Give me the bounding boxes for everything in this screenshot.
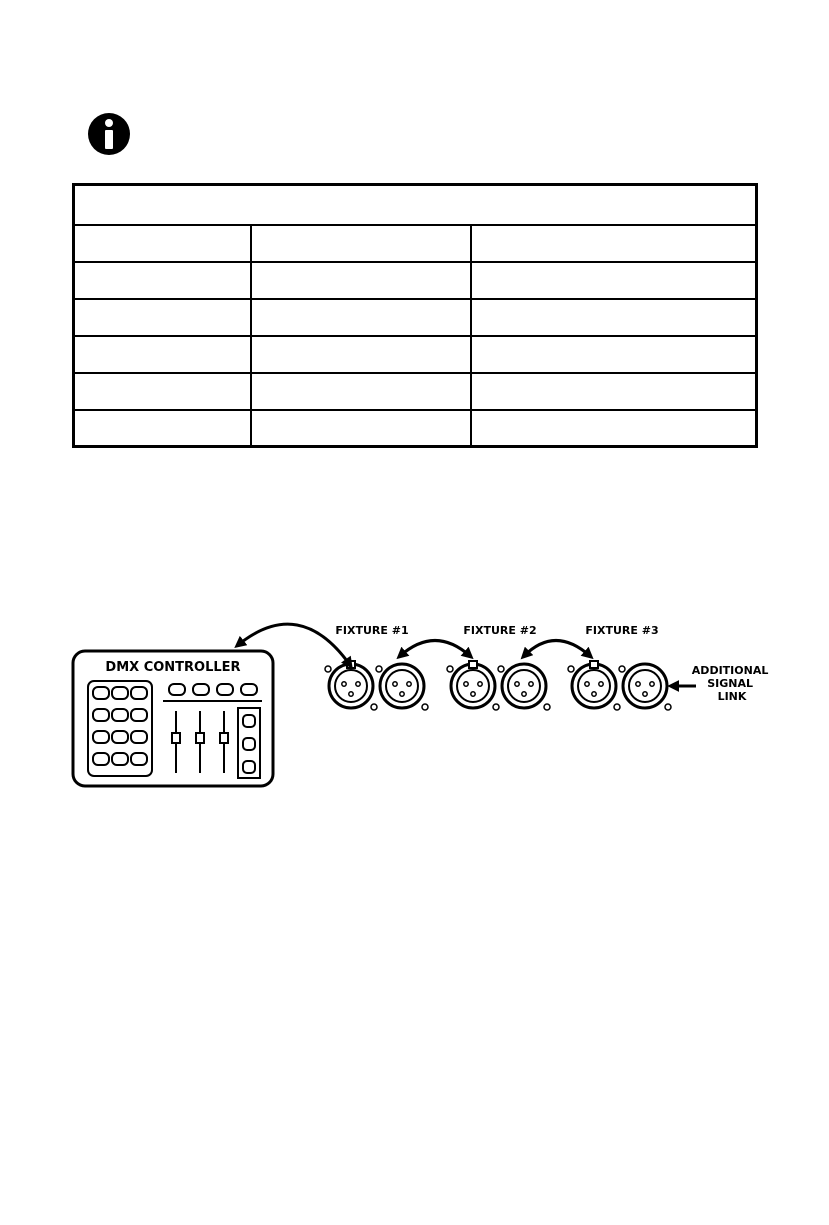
additional-line-1: ADDITIONAL	[691, 664, 769, 677]
table-row	[74, 373, 757, 410]
table-row	[74, 410, 757, 447]
table-cell	[251, 373, 471, 410]
table-row	[74, 336, 757, 373]
controller-label: DMX CONTROLLER	[105, 660, 241, 675]
table-cell	[251, 299, 471, 336]
arrow-icon	[400, 641, 470, 657]
keypad-button	[112, 731, 128, 743]
keypad-button	[131, 753, 147, 765]
table-cell	[471, 410, 757, 447]
table-cell	[251, 336, 471, 373]
xlr-connector-icon	[376, 664, 428, 710]
top-button	[217, 684, 233, 695]
side-buttons	[243, 715, 255, 773]
side-button	[243, 738, 255, 750]
dmx-controller	[73, 651, 273, 786]
table-row	[74, 299, 757, 336]
side-button	[243, 715, 255, 727]
keypad-button	[93, 687, 109, 699]
top-button	[193, 684, 209, 695]
fixture-3-label: FIXTURE #3	[585, 624, 659, 637]
fixture-1-label: FIXTURE #1	[335, 624, 409, 637]
table-cell	[74, 262, 251, 299]
table-title	[74, 185, 757, 225]
keypad-button	[112, 709, 128, 721]
side-button	[243, 761, 255, 773]
table-cell	[471, 262, 757, 299]
dmx-wiring-diagram	[60, 605, 780, 795]
keypad-button	[93, 753, 109, 765]
xlr-connector-icon	[447, 661, 499, 710]
table-cell	[471, 336, 757, 373]
xlr-connector-icon	[498, 664, 550, 710]
fader-knob	[172, 733, 180, 743]
keypad-button	[131, 731, 147, 743]
keypad-button	[131, 709, 147, 721]
keypad-button	[93, 731, 109, 743]
top-button	[241, 684, 257, 695]
keypad-button	[131, 687, 147, 699]
keypad-button	[93, 709, 109, 721]
table-row	[74, 262, 757, 299]
table-cell	[74, 299, 251, 336]
table-cell	[251, 262, 471, 299]
xlr-connector-icon	[619, 664, 671, 710]
table-cell	[74, 225, 251, 262]
top-button	[169, 684, 185, 695]
table-cell	[471, 225, 757, 262]
dmx-table	[72, 183, 758, 448]
table-cell	[74, 336, 251, 373]
table-cell	[251, 410, 471, 447]
additional-line-3: LINK	[717, 690, 747, 703]
additional-signal-label	[692, 664, 772, 703]
fader-knob	[196, 733, 204, 743]
keypad-button	[112, 753, 128, 765]
additional-line-2: SIGNAL	[707, 677, 753, 690]
table-cell	[74, 373, 251, 410]
arrow-icon	[524, 641, 590, 657]
table-row	[74, 225, 757, 262]
fixture-2-label: FIXTURE #2	[463, 624, 537, 637]
table-cell	[251, 225, 471, 262]
info-icon	[87, 112, 131, 156]
keypad-button	[112, 687, 128, 699]
table-cell	[471, 299, 757, 336]
xlr-connector-icon	[568, 661, 620, 710]
table-cell	[471, 373, 757, 410]
xlr-connectors	[325, 661, 671, 710]
xlr-connector-icon	[325, 661, 377, 710]
fader-knob	[220, 733, 228, 743]
table-cell	[74, 410, 251, 447]
